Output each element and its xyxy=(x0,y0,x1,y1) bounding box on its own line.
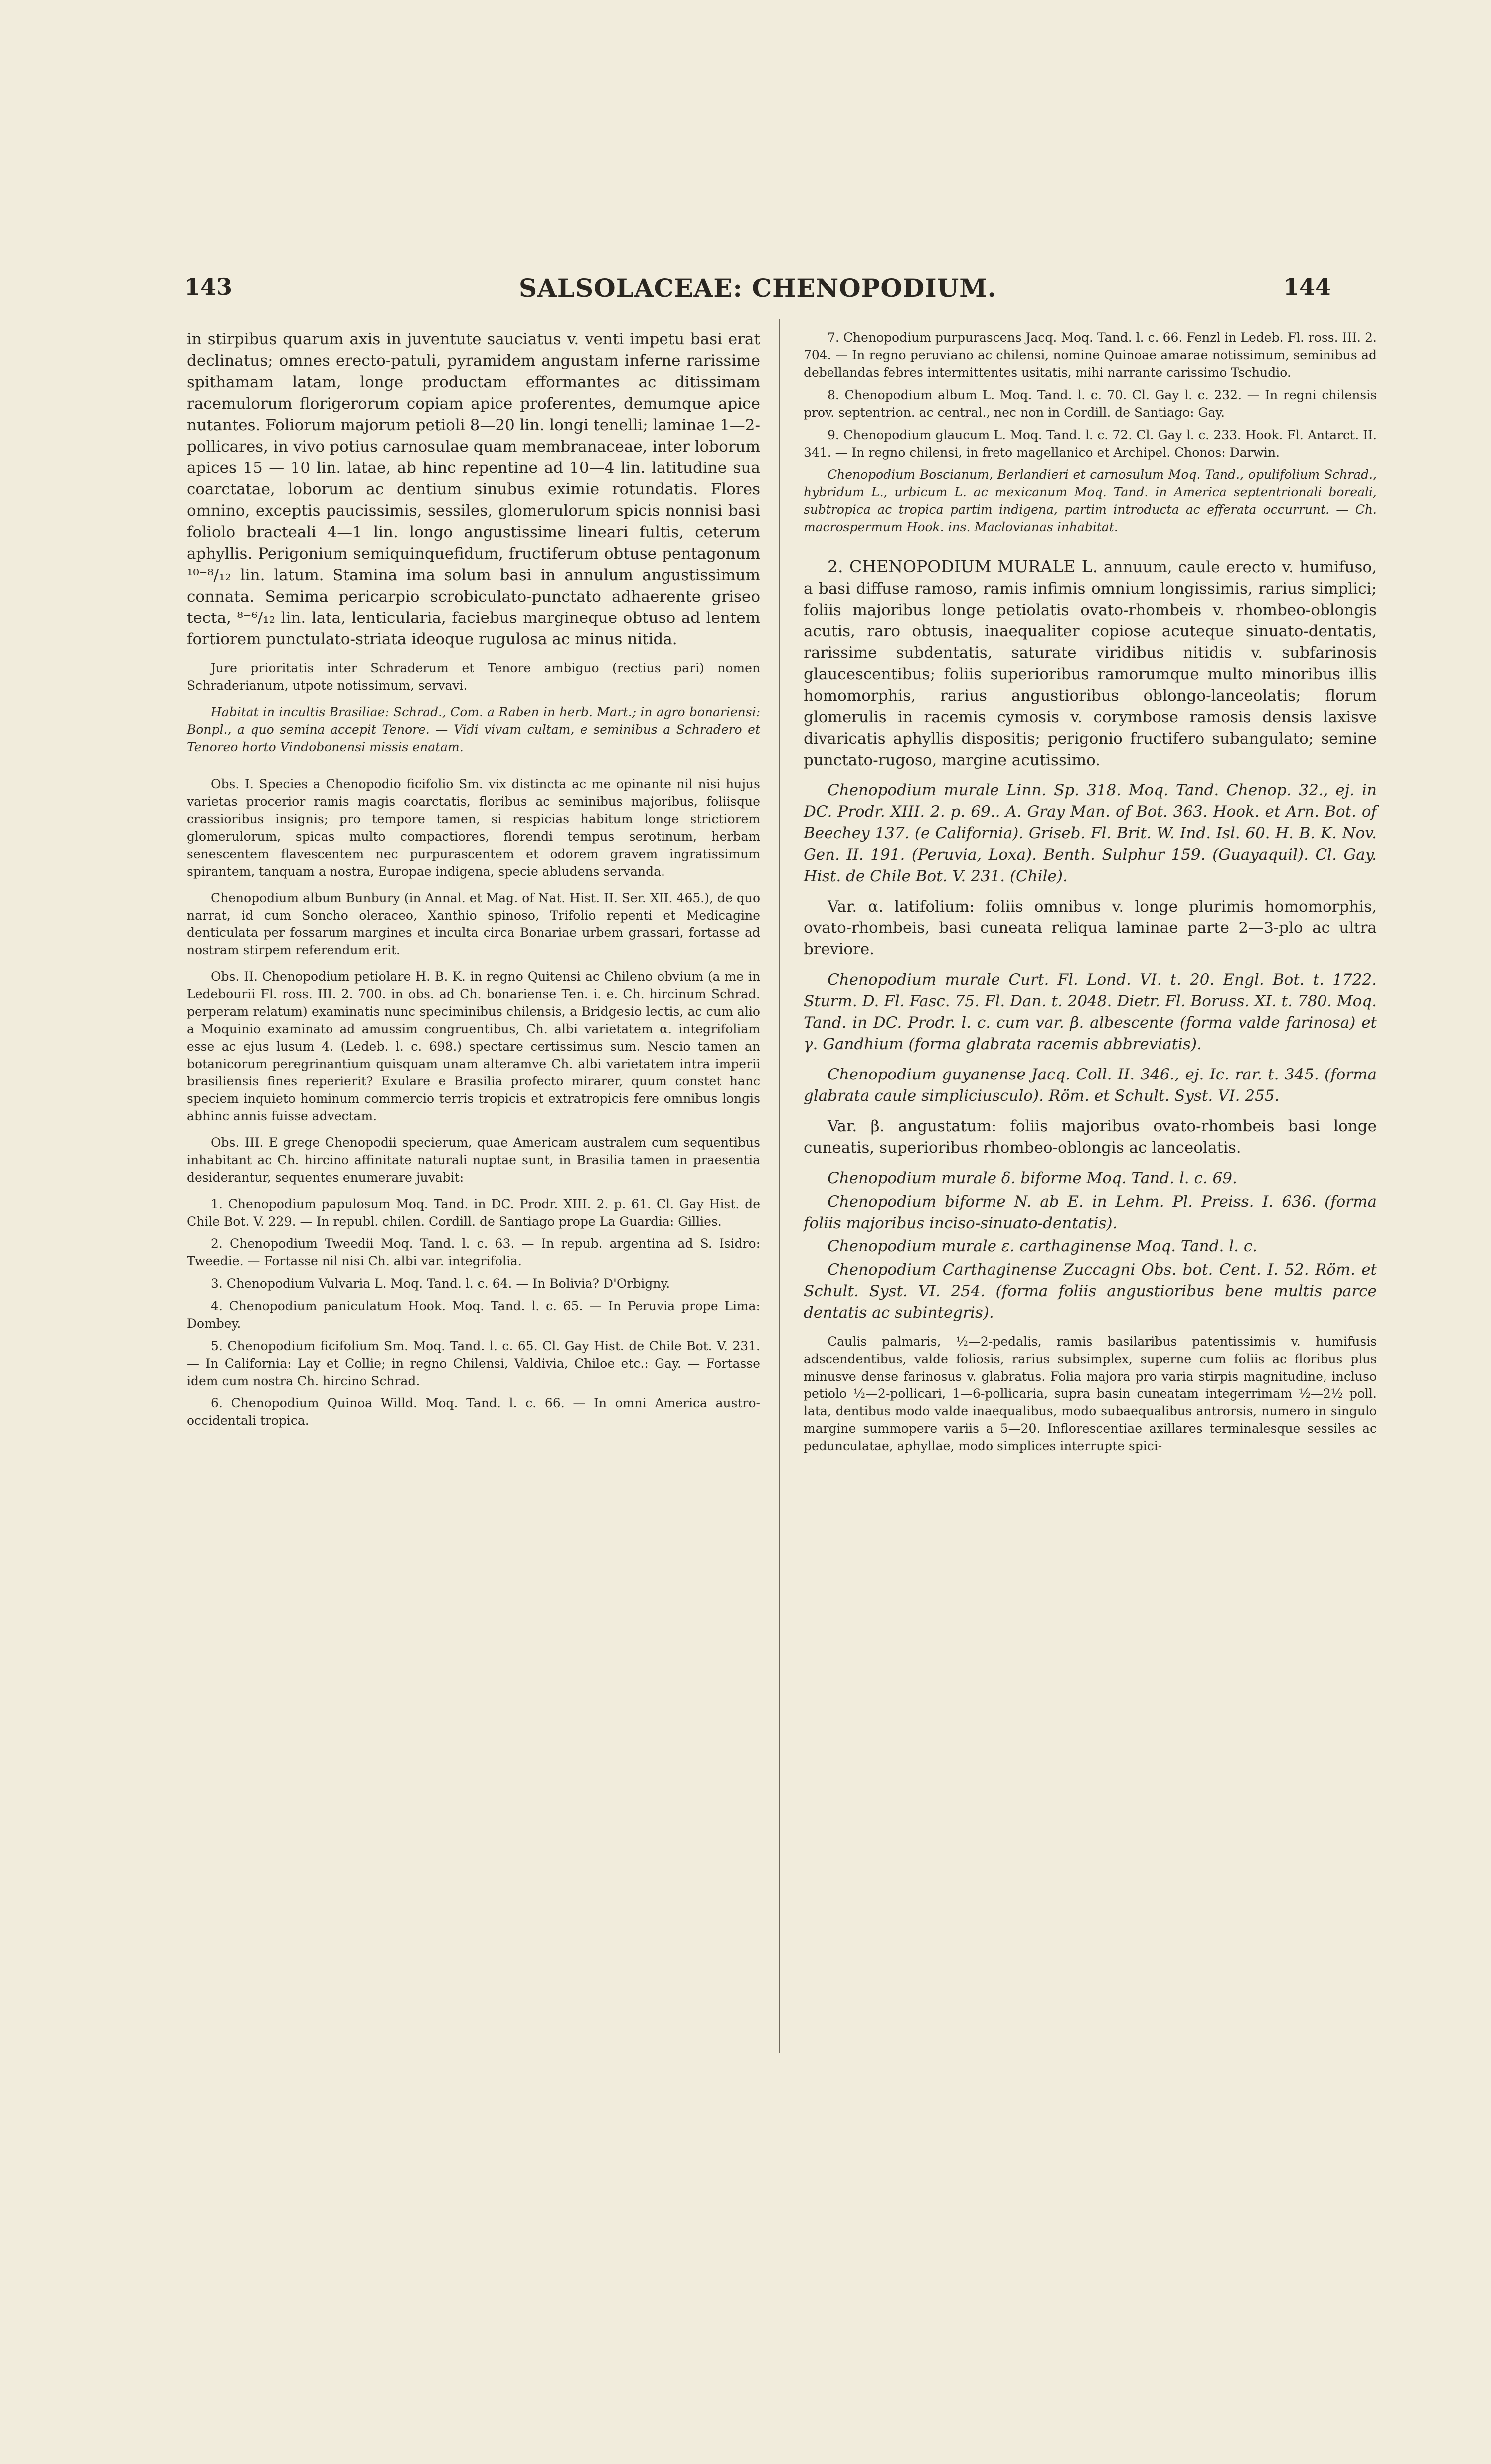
variety-alpha: Var. α. latifolium: foliis omnibus v. longe plurimis homomorphis, ovato-rhombeis, basi cuneata reliqua laminae parte 2—3-plo ac ultra breviore. xyxy=(804,898,1377,958)
variety-beta: Var. β. angustatum: foliis majoribus ovato-rhombeis basi longe cuneatis, superioribus rhombeo-oblongis ac lanceolatis. xyxy=(804,1117,1377,1157)
species-item: 3. Chenopodium Vulvaria L. Moq. Tand. l. c. 64. — In Bolivia? D'Orbigny. xyxy=(211,1276,670,1291)
species-item: 2. Chenopodium Tweedii Moq. Tand. l. c. 63. — In repub. argentina ad S. Isidro: Tweedie. — Fortasse nil nisi Ch. albi var. integrifolia. xyxy=(187,1236,760,1268)
species-item: 6. Chenopodium Quinoa Willd. Moq. Tand. l. c. 66. — In omni America austro-occidentali tropica. xyxy=(187,1396,760,1428)
nomenclature-note: Jure prioritatis inter Schraderum et Tenore ambiguo (rectius pari) nomen Schraderianum, utpote notissimum, servavi. xyxy=(187,661,760,693)
murale-citations: Chenopodium murale Linn. Sp. 318. Moq. Tand. Chenop. 32., ej. in DC. Prodr. XIII. 2. p. 69.. A. Gray Man. of Bot. 363. Hook. et Arn. Bot. of Beechey 137. (e California). Griseb. Fl. Brit. W. Ind. Isl. 60. H. B. K. Nov. Gen. II. 191. (Peruvia, Loxa). Benth. Sulphur 159. (Guayaquil). Cl. Gay. Hist. de Chile Bot. V. 231. (Chile). xyxy=(804,781,1377,885)
left-column xyxy=(187,329,760,1434)
observation-3: Obs. III. E grege Chenopodii specierum, quae Americam australem cum sequentibus inhabitant ac Ch. hircino affinitate naturali nuptae sunt, in Brasilia tamen in praesentia desiderantur, sequentes enumerare juvabit: xyxy=(187,1135,760,1185)
running-title: SALSOLACEAE: CHENOPODIUM. xyxy=(518,273,996,303)
american-species-note: Chenopodium Boscianum, Berlandieri et carnosulum Moq. Tand., opulifolium Schrad., hybridum L., urbicum L. ac mexicanum Moq. Tand. in America septentrionali boreali, subtropica ac tropica partim indigena, partim introducta ac efferata occurrunt. — Ch. macrospermum Hook. ins. Maclovianas inhabitat. xyxy=(804,467,1377,534)
species-item: 1. Chenopodium papulosum Moq. Tand. in DC. Prodr. XIII. 2. p. 61. Cl. Gay Hist. de Chile Bot. V. 229. — In republ. chilen. Cordill. de Santiago prope La Guardia: Gillies. xyxy=(187,1197,760,1229)
column-divider xyxy=(779,319,780,2053)
murale-entry xyxy=(804,556,1377,771)
caulis-description: Caulis palmaris, ½—2-pedalis, ramis basilaribus patentissimis v. humifusis adscendentibus, valde foliosis, rarius subsimplex, superne cum foliis ac floribus plus minusve dense farinosus v. glabratus. Folia majora pro varia stirpis magnitudine, incluso petiolo ½—2-pollicari, 1—6-pollicaria, supra basin cuneatam integerrimam ½—2½ poll. lata, dentibus modo valde inaequalibus, modo subaequalibus antrorsis, numero in singulo margine summopere variis a 5—20. Inflorescentiae axillares terminalesque sessiles ac pedunculatae, aphyllae, modo simplices interrupte spici- xyxy=(804,1334,1377,1453)
variety-alpha-citation: Chenopodium murale Curt. Fl. Lond. VI. t. 20. Engl. Bot. t. 1722. Sturm. D. Fl. Fasc. 75. Fl. Dan. t. 2048. Dietr. Fl. Boruss. XI. t. 780. Moq. Tand. in DC. Prodr. l. c. cum var. β. albescente (forma valde farinosa) et γ. Gandhium (forma glabrata racemis abbreviatis). xyxy=(804,971,1377,1053)
species-diagnosis: annuum, caule erecto v. humifuso, a basi diffuse ramoso, ramis infimis omnium longissimis, rarius simplici; foliis majoribus longe petiolatis ovato-rhombeis v. rhombeo-oblongis acutis, raro obtusis, inaequaliter copiose acuteque sinuato-dentatis, rarissime subdentatis, saturate viridibus nitidis v. subfarinosis glaucescentibus; foliis superioribus ramorumque multo minoribus illis homomorphis, rarius angustioribus oblongo-lanceolatis; florum glomerulis in racemis cymosis v. corymbose ramosis densis laxisve divaricatis aphyllis dispositis; perigonio fructifero subangulato; semine punctato-rugoso, margine acutissimo. xyxy=(804,558,1377,769)
observation-2: Obs. II. Chenopodium petiolare H. B. K. in regno Quitensi ac Chileno obvium (a me in Ledebourii Fl. ross. III. 2. 700. in obs. ad Ch. bonariense Ten. i. e. Ch. hircinum Schrad. perperam relatum) examinatis nunc speciminibus chilensis, a Bridgesio lectis, ac cum alio a Moquinio examinato ad amussim congruentibus, Ch. albi varietatem α. integrifoliam esse ac ejus lusum 4. (Ledeb. l. c. 698.) spectare certissimus sum. Nescio tamen an botanicorum peregrinantium quisquam unam alteramve Ch. albi varietatem intra imperii brasiliensis fines reperierit? Exulare e Brasilia profecto mirarer, quum constet hanc speciem inquieto hominum commercio terris tropicis et extratropicis fere omnibus longis abhinc annis fuisse advectam. xyxy=(187,969,760,1123)
right-column xyxy=(804,329,1377,1464)
habitat-paragraph: Habitat in incultis Brasiliae: Schrad., Com. a Raben in herb. Mart.; in agro bonariensi: Bonpl., a quo semina accepit Tenore. — Vidi vivam cultam, e seminibus a Schradero et Tenoreo horto Vindobonensi missis enatam. xyxy=(187,705,760,754)
species-item: 9. Chenopodium glaucum L. Moq. Tand. l. c. 72. Cl. Gay l. c. 233. Hook. Fl. Antarct. II. 341. — In regno chilensi, in freto magellanico et Archipel. Chonos: Darwin. xyxy=(804,428,1377,460)
description-paragraph: in stirpibus quarum axis in juventute sauciatus v. venti impetu basi erat declinatus; omnes erecto-patuli, pyramidem angustam inferne rarissime spithamam latam, longe productam efformantes ac ditissimam racemulorum florigerorum copiam apice proferentes, demumque apice nutantes. Foliorum majorum petioli 8—20 lin. longi tenelli; laminae 1—2-pollicares, in vivo potius carnosulae quam membranaceae, inter loborum apices 15 — 10 lin. latae, ab hinc repentine ad 10—4 lin. latitudine sua coarctatae, loborum ac dentium sinubus eximie rotundatis. Flores omnino, exceptis paucissimis, sessiles, glomerulorum spicis nonnisi basi foliolo bracteali 4—1 lin. longo angustissime lineari fultis, ceterum aphyllis. Perigonium semiquinquefidum, fructiferum obtuse pentagonum ¹⁰⁻⁸/₁₂ lin. latum. Stamina ima solum basi in annulum angustissimum connata. Semima pericarpio scrobiculato-punctato adhaerente griseo tecta, ⁸⁻⁶/₁₂ lin. lata, lenticularia, faciebus margineque obtuso ad lentem fortiorem punctulato-striata ideoque rugulosa ac minus nitida. xyxy=(187,330,760,648)
species-heading: 2. CHENOPODIUM MURALE L. xyxy=(828,557,1098,576)
variety-beta-citation: Chenopodium biforme N. ab E. in Lehm. Pl. Preiss. I. 636. (forma foliis majoribus inciso-sinuato-dentatis). xyxy=(804,1193,1377,1232)
species-item: 5. Chenopodium ficifolium Sm. Moq. Tand. l. c. 65. Cl. Gay Hist. de Chile Bot. V. 231. — In California: Lay et Collie; in regno Chilensi, Valdivia, Chiloe etc.: Gay. — Fortasse idem cum nostra Ch. hircino Schrad. xyxy=(187,1339,760,1388)
page-number-right: 144 xyxy=(1283,273,1331,300)
variety-beta-citation: Chenopodium Carthaginense Zuccagni Obs. bot. Cent. I. 52. Röm. et Schult. Syst. VI. 254. (forma foliis angustioribus bene multis parce dentatis ac subintegris). xyxy=(804,1261,1377,1322)
variety-beta-citation: Chenopodium murale δ. biforme Moq. Tand. l. c. 69. xyxy=(828,1169,1237,1187)
variety-alpha-citation: Chenopodium guyanense Jacq. Coll. II. 346., ej. Ic. rar. t. 345. (forma glabrata caule simpliciusculo). Röm. et Schult. Syst. VI. 255. xyxy=(804,1066,1377,1105)
variety-beta-citation: Chenopodium murale ε. carthaginense Moq. Tand. l. c. xyxy=(828,1237,1258,1255)
observation-1: Obs. I. Species a Chenopodio ficifolio Sm. vix distincta ac me opinante nil nisi hujus varietas procerior ramis magis coarctatis, floribus ac seminibus majoribus, foliisque crassioribus insignis; pro tempore tamen, si respicias habitum longe strictiorem glomerulorum, spicas multo compactiores, florendi tempus serotinum, herbam senescentem flavescentem nec purpurascentem et odorem gravem ingratissimum spirantem, tanquam a nostra, Europae indigena, specie abludens servanda. xyxy=(187,777,760,879)
species-item: 7. Chenopodium purpurascens Jacq. Moq. Tand. l. c. 66. Fenzl in Ledeb. Fl. ross. III. 2. 704. — In regno peruviano ac chilensi, nomine Quinoae amarae notissimum, seminibus ad debellandas febres intermittentes usitatis, mihi narrante carissimo Tschudio. xyxy=(804,330,1377,380)
species-item: 4. Chenopodium paniculatum Hook. Moq. Tand. l. c. 65. — In Peruvia prope Lima: Dombey. xyxy=(187,1299,760,1331)
page-number-left: 143 xyxy=(184,273,233,300)
species-item: 8. Chenopodium album L. Moq. Tand. l. c. 70. Cl. Gay l. c. 232. — In regni chilensis prov. septentrion. ac central., nec non in Cordill. de Santiago: Gay. xyxy=(804,388,1377,420)
album-note: Chenopodium album Bunbury (in Annal. et Mag. of Nat. Hist. II. Ser. XII. 465.), de quo narrat, id cum Soncho oleraceo, Xanthio spinoso, Trifolio repenti et Medicagine denticulata per fossarum margines et inculta circa Bonariae urbem grassari, fortasse ad nostram stirpem referendum erit. xyxy=(187,891,760,957)
page-header xyxy=(184,273,1331,313)
